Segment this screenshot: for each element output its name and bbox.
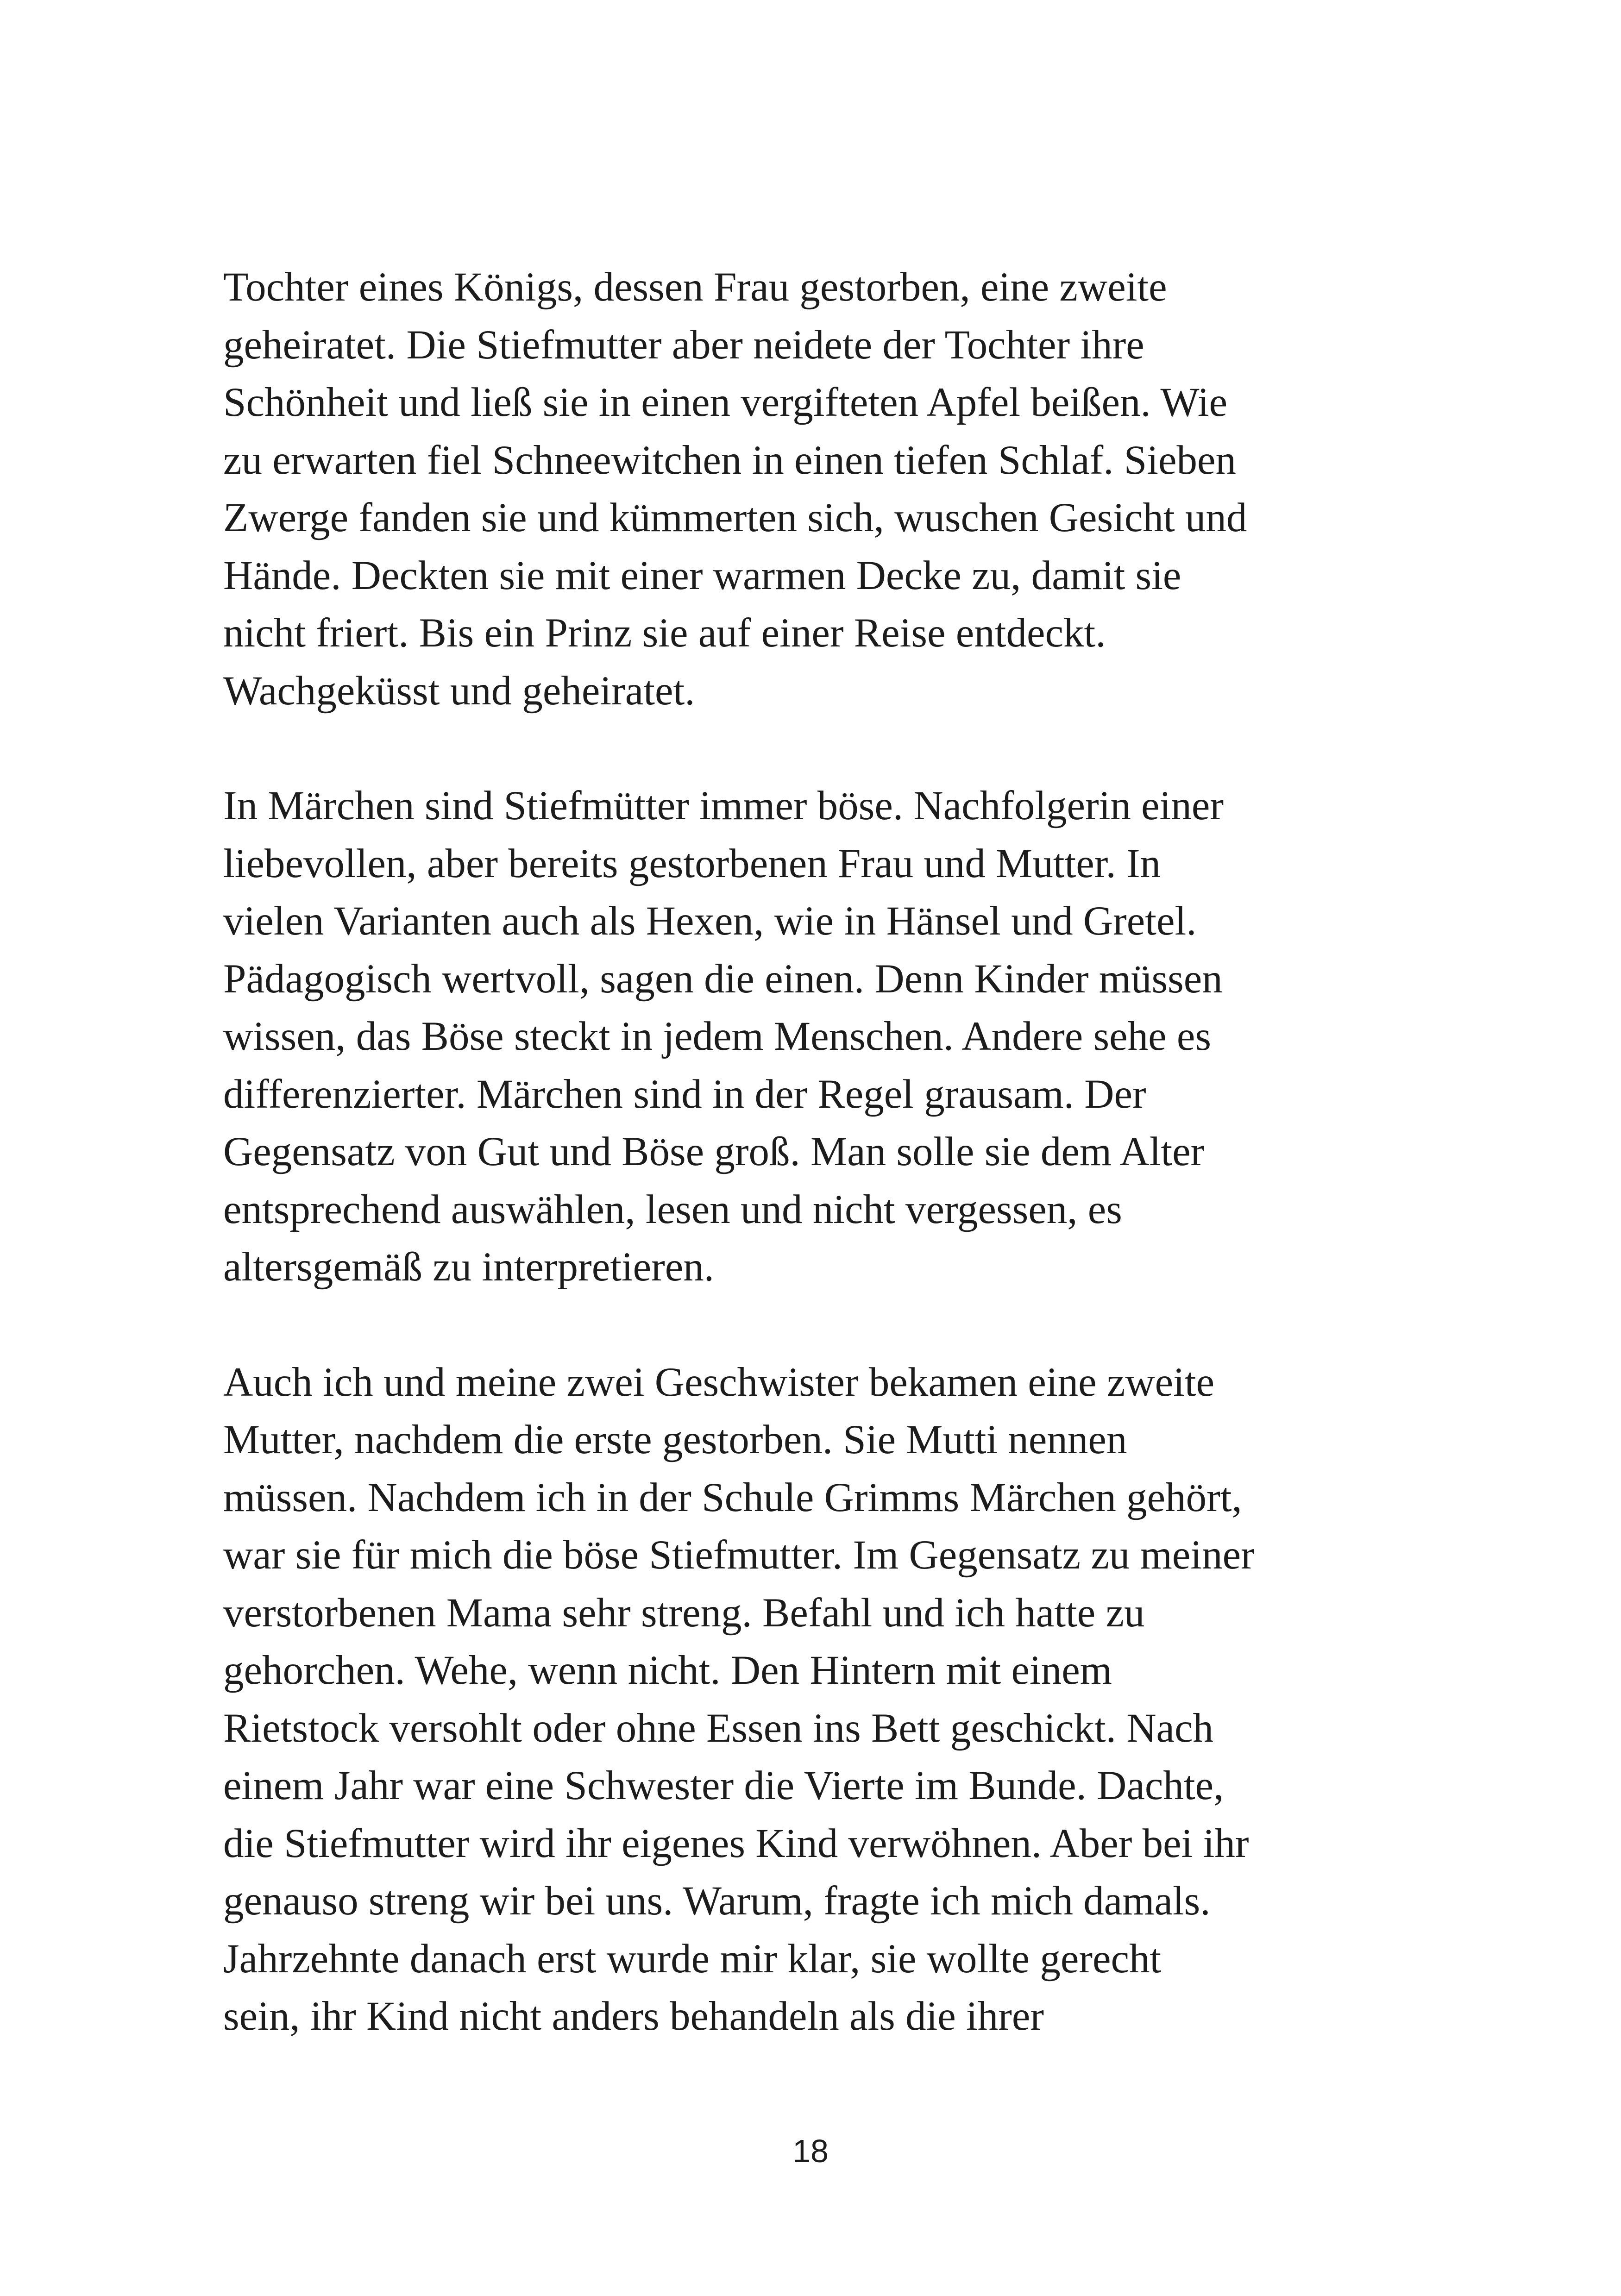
text-line: In Märchen sind Stiefmütter immer böse. Nachfolgerin einer (223, 783, 1224, 828)
text-line: Pädagogisch wertvoll, sagen die einen. Denn Kinder müssen (223, 956, 1223, 1002)
text-line: Rietstock versohlt oder ohne Essen ins Bett geschickt. Nach (223, 1705, 1213, 1751)
text-line: müssen. Nachdem ich in der Schule Grimms Märchen gehört, (223, 1474, 1242, 1520)
text-line: war sie für mich die böse Stiefmutter. Im Gegensatz zu meiner (223, 1532, 1255, 1578)
text-line: genauso streng wir bei uns. Warum, fragte ich mich damals. (223, 1878, 1211, 1924)
text-line: entsprechend auswählen, lesen und nicht vergessen, es (223, 1186, 1122, 1232)
text-line: vielen Varianten auch als Hexen, wie in Hänsel und Gretel. (223, 898, 1197, 944)
paragraph-1 (223, 258, 1427, 720)
text-line: gehorchen. Wehe, wenn nicht. Den Hintern mit einem (223, 1648, 1112, 1693)
text-line: Tochter eines Königs, dessen Frau gestorben, eine zweite (223, 264, 1167, 310)
text-line: Gegensatz von Gut und Böse groß. Man solle sie dem Alter (223, 1129, 1205, 1174)
text-line: nicht friert. Bis ein Prinz sie auf einer Reise entdeckt. (223, 610, 1106, 656)
text-line: Jahrzehnte danach erst wurde mir klar, sie wollte gerecht (223, 1936, 1162, 1982)
text-line: zu erwarten fiel Schneewitchen in einen tiefen Schlaf. Sieben (223, 437, 1237, 483)
text-line: Wachgeküsst und geheiratet. (223, 668, 695, 714)
text-line: differenzierter. Märchen sind in der Regel grausam. Der (223, 1071, 1146, 1117)
body-text (223, 258, 1427, 2103)
page-number: 18 (792, 2133, 829, 2169)
text-line: Auch ich und meine zwei Geschwister bekamen eine zweite (223, 1359, 1215, 1405)
text-line: geheiratet. Die Stiefmutter aber neidete der Tochter ihre (223, 322, 1144, 368)
text-line: altersgemäß zu interpretieren. (223, 1244, 715, 1290)
text-line: einem Jahr war eine Schwester die Vierte im Bunde. Dachte, (223, 1763, 1224, 1808)
text-line: wissen, das Böse steckt in jedem Menschen. Andere sehe es (223, 1014, 1212, 1059)
paragraph-3 (223, 1354, 1427, 2045)
text-line: Zwerge fanden sie und kümmerten sich, wuschen Gesicht und (223, 495, 1247, 540)
text-line: verstorbenen Mama sehr streng. Befahl und ich hatte zu (223, 1590, 1145, 1636)
text-line: Hände. Deckten sie mit einer warmen Decke zu, damit sie (223, 552, 1181, 598)
text-line: Mutter, nachdem die erste gestorben. Sie Mutti nennen (223, 1417, 1127, 1462)
text-line: die Stiefmutter wird ihr eigenes Kind verwöhnen. Aber bei ihr (223, 1820, 1249, 1866)
paragraph-2 (223, 777, 1427, 1296)
text-line: sein, ihr Kind nicht anders behandeln als die ihrer (223, 1994, 1044, 2039)
text-line: Schönheit und ließ sie in einen vergifteten Apfel beißen. Wie (223, 380, 1228, 425)
text-line: liebevollen, aber bereits gestorbenen Frau und Mutter. In (223, 841, 1161, 886)
